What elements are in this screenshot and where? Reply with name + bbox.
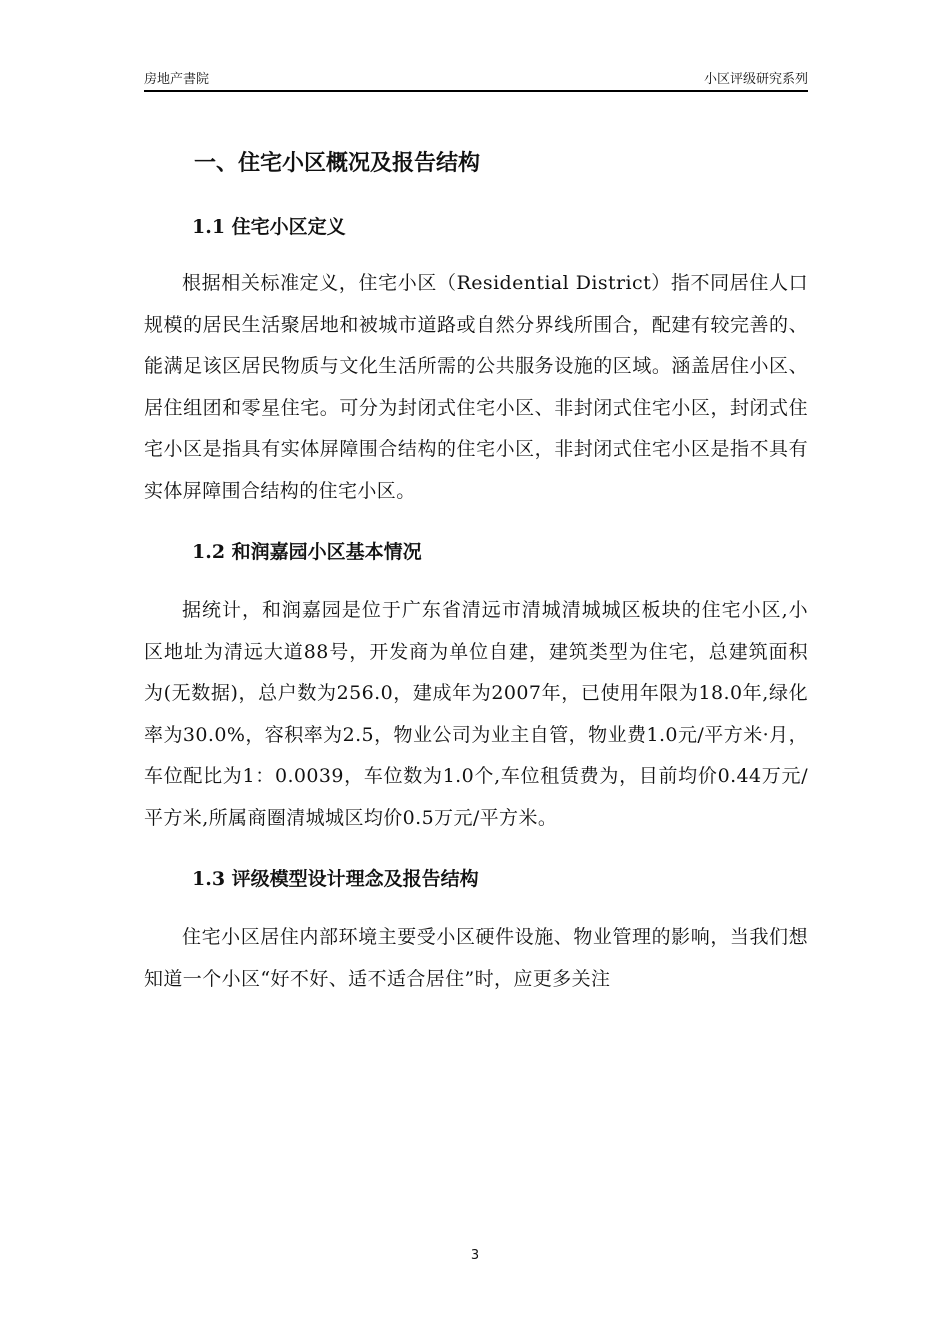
section-title-1-3: 1.3 评级模型设计理念及报告结构 <box>192 868 479 890</box>
header-publisher: 房地产書院 <box>144 72 210 87</box>
section-body-1-3: 住宅小区居住内部环境主要受小区硬件设施、物业管理的影响，当我们想知道一个小区“好不好、适不适合居住”时，应更多关注 <box>144 926 808 990</box>
page-header <box>144 66 808 92</box>
chapter-title: 一、住宅小区概况及报告结构 <box>194 151 481 176</box>
section-title-1-2: 1.2 和润嘉园小区基本情况 <box>192 541 422 563</box>
section-title-1-1: 1.1 住宅小区定义 <box>192 216 346 238</box>
page-number: 3 <box>470 1248 480 1263</box>
page-content <box>144 140 808 1000</box>
section-body-1-2: 据统计，和润嘉园是位于广东省清远市清城清城城区板块的住宅小区,小区地址为清远大道88号，开发商为单位自建，建筑类型为住宅，总建筑面积为(无数据)，总户数为256.0，建成年为2007年，已使用年限为18.0年,绿化率为30.0%，容积率为2.5，物业公司为业主自管，物业费1.0元/平方米·月，车位配比为1：0.0039，车位数为1.0个,车位租赁费为，目前均价0.44万元/平方米,所属商圈清城城区均价0.5万元/平方米。 <box>144 599 808 829</box>
section-body-1-1: 根据相关标准定义，住宅小区（Residential District）指不同居住人口规模的居民生活聚居地和被城市道路或自然分界线所围合，配建有较完善的、能满足该区居民物质与文化生活所需的公共服务设施的区域。涵盖居住小区、居住组团和零星住宅。可分为封闭式住宅小区、非封闭式住宅小区，封闭式住宅小区是指具有实体屏障围合结构的住宅小区，非封闭式住宅小区是指不具有实体屏障围合结构的住宅小区。 <box>144 272 808 502</box>
header-series-title: 小区评级研究系列 <box>703 72 808 87</box>
